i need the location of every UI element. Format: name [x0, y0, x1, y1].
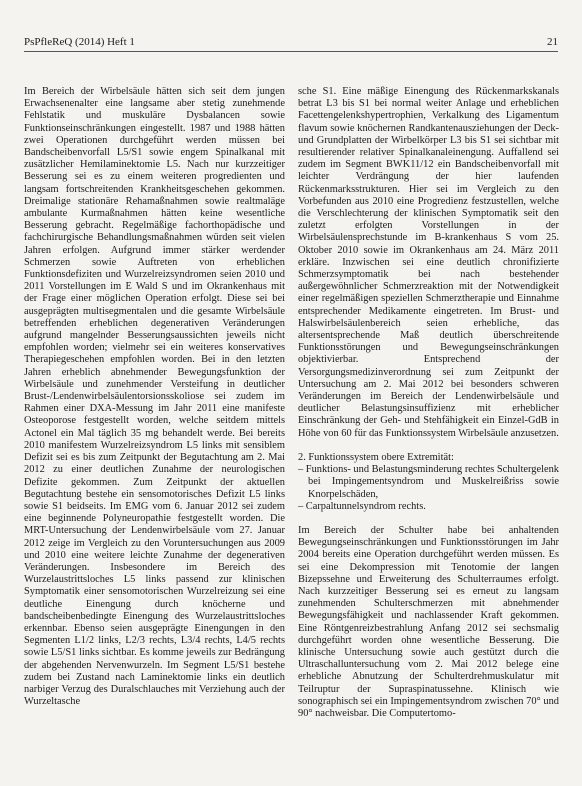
spacer — [298, 440, 559, 452]
right-paragraph-2: Im Bereich der Schulter habe bei anhaltenden Bewegungseinschränkungen und Funktionsstörungen im Jahr 2004 bereits eine Operation durchgeführt werden müssen. Es sei eine Dekompression mit Tenotomie der langen Bizepssehne und Erweiterung des Schulterraumes erfolgt. Nach kurzzeitiger Besserung sei es erneut zu langsam zunehmenden Schulterschmerzen mit abnehmender Bewegungsfähigkeit und nachlassender Kraft gekommen. Eine Röntgenreizbestrahlung Anfang 2012 sei sechsmalig durchgeführt worden ohne wesentliche Besserung. Die klinische Untersuchung sowie auch gestützt durch die Ultraschalluntersuchung vom 2. Mai 2012 belege eine erhebliche Abnutzung der Schulterdrehmuskulatur mit Teilruptur der Supraspinatussehne. Klinisch wie sonographisch sei ein Impingementsyndrom zwischen 70° und 90° nachweisbar. Die Computertomo- — [298, 524, 559, 719]
right-paragraph-1: sche S1. Eine mäßige Einengung des Rückenmarkskanals betrat L3 bis S1 bei normal weiter Anlage und erheblichen Facettengelenkshypertrophien, Verkalkung des Ligamentum flavum sowie knöchernen Randkantenausziehungen der Deck- und Grundplatten der Wirbelkörper L3 bis S1 sei sichtbar mit resultierender relativer Spinalkanaleinengung. Auffallend sei zudem im Segment BWK11/12 ein Bandscheibenvorfall mit leichter Verdrängung der hier laufenden Rückenmarksstrukturen. Hier sei im Vergleich zu den Vorbefunden aus 2010 eine Progredienz festzustellen, welche die Verschlechterung der klinischen Symptomatik seit den zuletzt erfolgten Vorstellungen in der Wirbelsäulensprechstunde im B-krankenhaus S vom 25. Oktober 2010 sowie im Okrankenhaus am 24. März 2011 erkläre. Inzwischen sei eine deutlich chronifizierte Schmerzsymptomatik bei nach bestehender außergewöhnlicher Schmerzreaktion mit der Notwendigkeit einer regelmäßigen speziellen Schmerztherapie und Einnahme entsprechender Medikamente eingetreten. Im Brust- und Halswirbelsäulenbereich seien erhebliche, das altersentsprechende Maß deutlich überschreitende Funktionsstörungen und Bewegungseinschränkungen objektivierbar. Entsprechend der Versorgungsmedizinverordnung sei zum Zeitpunkt der Untersuchung am 2. Mai 2012 bei besonders schweren Veränderungen im Bereich der Lendenwirbelsäule und deutlicher Belastungsinsuffizienz mit erheblicher Einschränkung der Geh- und Stehfähigkeit ein Einzel-GdB in Höhe von 60 für das Funktionssystem Wirbelsäule anzusetzen. — [298, 86, 559, 439]
page-number: 21 — [547, 36, 558, 48]
journal-title: PsPfleReQ (2014) Heft 1 — [24, 36, 135, 48]
spacer — [298, 513, 559, 525]
page-header — [24, 36, 558, 48]
left-column — [24, 86, 285, 708]
section-heading: 2. Funktionssystem obere Extremität: — [298, 451, 454, 463]
right-column — [298, 86, 559, 720]
list-item-carpal: – Carpaltunnelsyndrom rechts. — [298, 500, 426, 512]
list-item-shoulder: – Funktions- und Belastungsminderung rechtes Schultergelenk bei Impingementsyndrom und Muskelreißriss sowie Knorpelschäden, — [298, 464, 559, 500]
header-divider — [24, 51, 558, 52]
left-paragraph: Im Bereich der Wirbelsäule hätten sich seit dem jungen Erwachsenenalter eine langsame aber stetig zunehmende Fehlstatik und muskuläre Dysbalancen sowie Funktionseinschränkungen eingestellt. 1987 und 1988 hätten zwei Operationen durchgeführt werden müssen bei Bandscheibenvorfall L5/S1 sowie engem Spinalkanal mit zusätzlicher Hemilaminektomie L5. Nach nur kurzzeitiger Besserung sei es zu einem weiteren progredienten und langsam fortschreitenden Krankheitsgeschehen gekommen. Dreimalige stationäre Rehamaßnahmen sowie realtmaläge ambulante Kurmaßnahmen hätten keine wesentliche Besserung gebracht. Regelmäßige fachorthopädische und fachchirurgische Behandlungsmaßnahmen würden seit vielen Jahren erfolgen. Aufgrund immer stärker werdender Schmerzen sowie Auftreten von erheblichen Funktionsdefiziten und Wurzelreizsyndromen seien 2010 und 2011 Vorstellungen im E Wald S und im Okrankenhaus mit der Frage einer möglichen Operation erfolgt. Diese sei bei ausgeprägten multisegmentalen und die gesamte Wirbelsäule betreffenden erheblichen degenerativen Veränderungen aufgrund mangelnder Besserungsaussichten jeweils nicht empfohlen worden; vielmehr sei ein weiteres konservatives Therapiegeschehen empfohlen worden. Bei in den letzten Jahren erheblich abnehmender Bewegungsfunktion der Wirbelsäule und zunehmender Versteifung in deutlicher Brust-/Lendenwirbelsäulentorsionsskoliose sei zudem im Rahmen einer DXA-Messung im Jahr 2011 eine manifeste Osteoporose festgestellt worden, welche seitdem mittels Actonel ein Mal täglich 35 mg behandelt werde. Bei bereits 2010 manifestem Wurzelreizsyndrom L5 links mit sensiblem Defizit sei es bis zum Zeitpunkt der Begutachtung am 2. Mai 2012 zu einer deutlichen Zunahme der neurologischen Defizite gekommen. Zum Zeitpunkt der aktuellen Begutachtung bestehe ein sensomotorisches Defizit L5 links sowie S1 beidseits. Im EMG vom 6. Januar 2012 sei zudem eine beginnende Polyneuropathie festgestellt worden. Die MRT-Untersuchung der Lendenwirbelsäule vom 27. Januar 2012 zeige im Vergleich zu den Voruntersuchungen aus 2009 und 2010 eine weitere leichte Zunahme der degenerativen Veränderungen. Insbesondere im Bereich des Wurzelaustrittsloches L5 links passend zur klinischen Symptomatik einer sensomotorischen Wurzelreizung sei eine deutliche Einengung durch knöcherne und bandscheibenbedingte Einengung des Wurzelaustrittsloches erkennbar. Ebenso seien ausgeprägte Einengungen in den Segmenten L1/2 links, L2/3 rechts, L3/4 rechts, L4/5 rechts sowie L5/S1 links sichtbar. Es komme jeweils zur Bedrängung der abgehenden Nervenwurzeln. Im Segment L5/S1 bestehe zudem bei Zustand nach Laminektomie links ein deutlich narbiger Verzug des Duralschlauches mit Verziehung auch der Wurzeltasche — [24, 86, 285, 708]
